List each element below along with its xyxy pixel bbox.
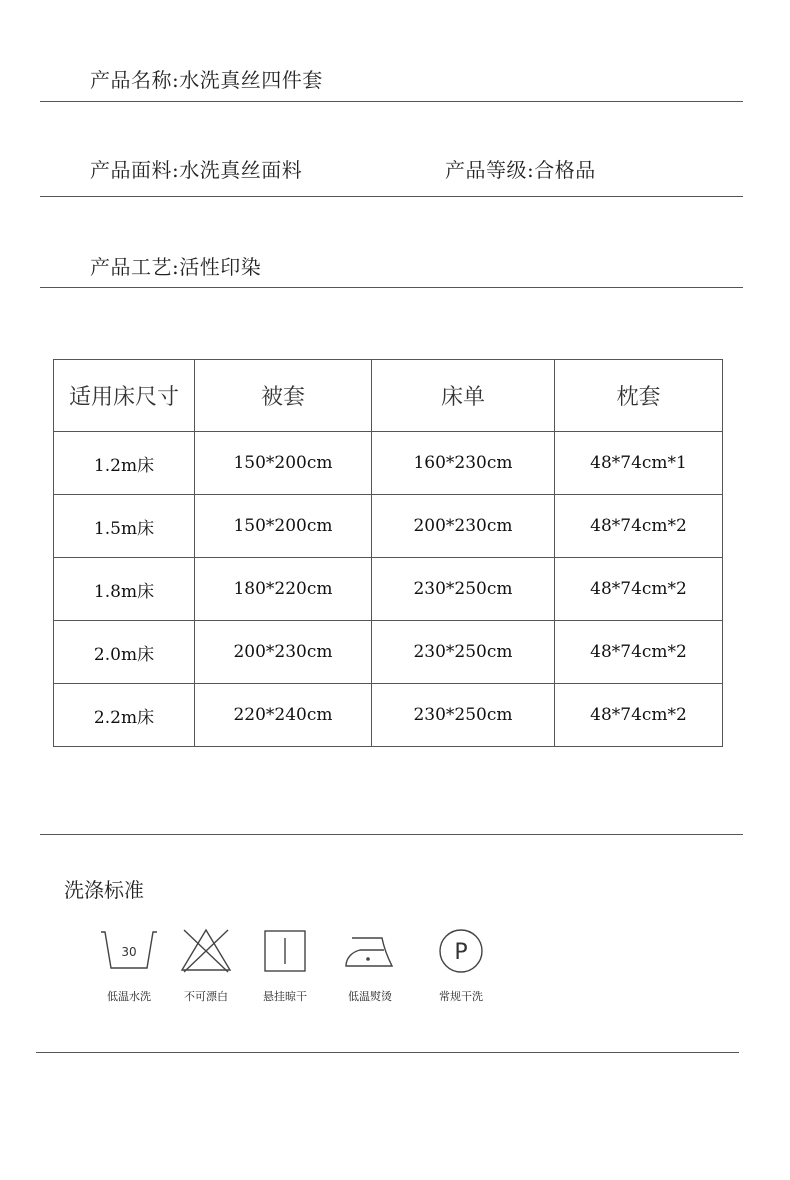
care-symbol <box>166 926 246 1004</box>
cell-duvet-cover: 220*240cm <box>195 684 372 747</box>
product-grade-line: 产品等级:合格品 <box>445 158 596 182</box>
product-fabric-line: 产品面料:水洗真丝面料 <box>90 158 303 182</box>
table-row <box>54 621 723 684</box>
care-symbol <box>421 926 501 1004</box>
cell-duvet-cover: 200*230cm <box>195 621 372 684</box>
divider <box>40 196 743 197</box>
cell-bed-size: 1.5m床 <box>54 495 195 558</box>
table-row <box>54 558 723 621</box>
cell-bed-sheet: 230*250cm <box>372 558 555 621</box>
header-bed-size: 适用床尺寸 <box>54 360 195 432</box>
cell-pillowcase: 48*74cm*2 <box>555 684 723 747</box>
hang-dry-icon <box>253 926 317 974</box>
svg-text:30: 30 <box>121 945 137 959</box>
header-bed-sheet: 床单 <box>372 360 555 432</box>
wash-tub-30-icon <box>97 926 161 974</box>
table-header-row <box>54 360 723 432</box>
cell-bed-sheet: 160*230cm <box>372 432 555 495</box>
cell-bed-size: 2.2m床 <box>54 684 195 747</box>
cell-bed-size: 1.8m床 <box>54 558 195 621</box>
iron-low-icon <box>338 926 402 974</box>
cell-pillowcase: 48*74cm*2 <box>555 558 723 621</box>
care-label: 低温熨烫 <box>348 990 392 1003</box>
care-label: 低温水洗 <box>107 990 151 1003</box>
cell-bed-sheet: 230*250cm <box>372 684 555 747</box>
dry-clean-p-icon <box>429 926 493 974</box>
svg-text:P: P <box>454 940 468 965</box>
cell-duvet-cover: 180*220cm <box>195 558 372 621</box>
cell-pillowcase: 48*74cm*2 <box>555 621 723 684</box>
divider <box>40 834 743 835</box>
care-symbol <box>245 926 325 1004</box>
care-symbol <box>330 926 410 1004</box>
cell-duvet-cover: 150*200cm <box>195 432 372 495</box>
header-pillowcase: 枕套 <box>555 360 723 432</box>
cell-bed-size: 1.2m床 <box>54 432 195 495</box>
care-symbol <box>89 926 169 1004</box>
no-bleach-icon <box>174 926 238 974</box>
cell-bed-sheet: 230*250cm <box>372 621 555 684</box>
care-label: 不可漂白 <box>184 990 228 1003</box>
washing-title: 洗涤标准 <box>64 878 144 902</box>
header-duvet-cover: 被套 <box>195 360 372 432</box>
product-craft-line: 产品工艺:活性印染 <box>90 255 262 279</box>
cell-bed-sheet: 200*230cm <box>372 495 555 558</box>
table-row <box>54 432 723 495</box>
product-name-line: 产品名称:水洗真丝四件套 <box>90 68 323 92</box>
care-label: 悬挂晾干 <box>263 990 307 1003</box>
size-table <box>53 359 723 747</box>
cell-pillowcase: 48*74cm*1 <box>555 432 723 495</box>
divider <box>40 101 743 102</box>
cell-bed-size: 2.0m床 <box>54 621 195 684</box>
divider <box>40 287 743 288</box>
table-row <box>54 684 723 747</box>
cell-pillowcase: 48*74cm*2 <box>555 495 723 558</box>
care-label: 常规干洗 <box>439 990 483 1003</box>
table-row <box>54 495 723 558</box>
divider <box>36 1052 739 1053</box>
cell-duvet-cover: 150*200cm <box>195 495 372 558</box>
